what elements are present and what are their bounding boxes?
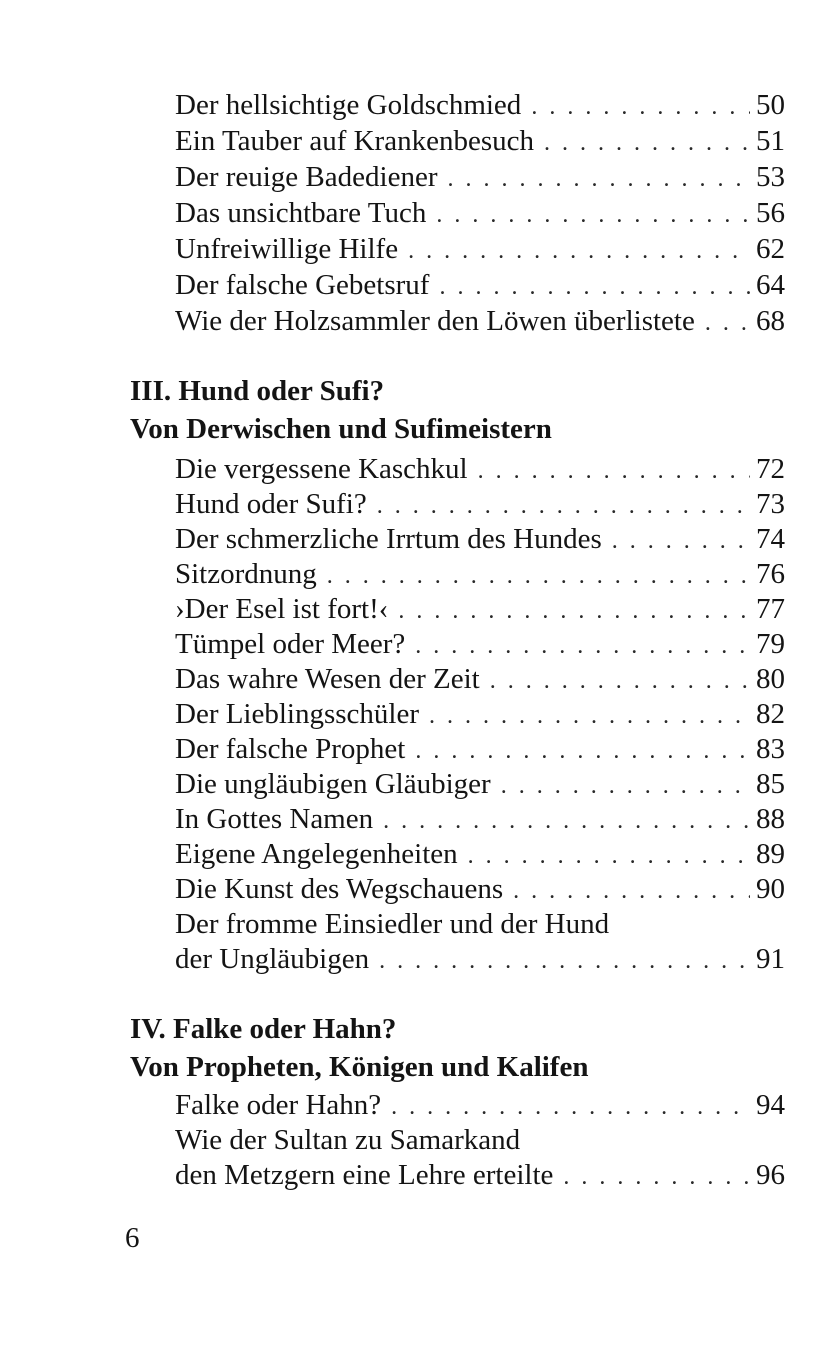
section-heading: III. Hund oder Sufi? — [130, 375, 385, 407]
toc-entry-page: 85 — [756, 768, 785, 800]
dot-leader — [501, 769, 750, 803]
toc-entry[interactable] — [175, 232, 785, 268]
toc-entry-title: Der hellsichtige Goldschmied — [175, 89, 522, 121]
toc-entry-page: 62 — [756, 233, 785, 265]
toc-entry-page: 51 — [756, 125, 785, 157]
toc-entry-title: Die ungläubigen Gläubiger — [175, 768, 491, 800]
toc-entry-page: 94 — [756, 1089, 785, 1121]
toc-entry[interactable] — [175, 196, 785, 232]
dot-leader — [563, 1160, 750, 1194]
section-subheading: Von Propheten, Königen und Kalifen — [130, 1051, 589, 1083]
dot-leader — [327, 559, 750, 593]
toc-entry-title: Unfreiwillige Hilfe — [175, 233, 399, 265]
toc-entry-title: Falke oder Hahn? — [175, 1089, 382, 1121]
dot-leader — [415, 734, 750, 768]
dot-leader — [415, 629, 750, 663]
toc-entry[interactable] — [175, 942, 785, 978]
toc-entry[interactable] — [175, 872, 785, 908]
toc-entry-page: 74 — [756, 523, 785, 555]
toc-entry-title: ›Der Esel ist fort!‹ — [175, 593, 389, 625]
dot-leader — [429, 699, 750, 733]
toc-entry-title-line2: den Metzgern eine Lehre erteilte — [175, 1159, 554, 1191]
toc-entry-title-line1[interactable]: Wie der Sultan zu Samarkand — [175, 1124, 521, 1156]
toc-entry-title: Das unsichtbare Tuch — [175, 197, 427, 229]
dot-leader — [439, 270, 750, 304]
toc-entry[interactable] — [175, 160, 785, 196]
toc-entry[interactable] — [175, 268, 785, 304]
toc-entry-title: Der schmerzliche Irrtum des Hundes — [175, 523, 602, 555]
dot-leader — [383, 804, 750, 838]
toc-entry-title: Tümpel oder Meer? — [175, 628, 406, 660]
toc-entry-page: 53 — [756, 161, 785, 193]
toc-entry[interactable] — [175, 592, 785, 628]
dot-leader — [377, 489, 750, 523]
toc-entry-title: Ein Tauber auf Krankenbesuch — [175, 125, 534, 157]
section-subheading: Von Derwischen und Sufimeistern — [130, 413, 552, 445]
toc-entry-page: 88 — [756, 803, 785, 835]
toc-entry-page: 68 — [756, 305, 785, 337]
toc-entry-title: Hund oder Sufi? — [175, 488, 367, 520]
dot-leader — [513, 874, 750, 908]
toc-entry[interactable] — [175, 1158, 785, 1194]
toc-entry[interactable] — [175, 557, 785, 593]
dot-leader — [379, 944, 750, 978]
toc-entry-title: Der falsche Prophet — [175, 733, 406, 765]
toc-entry-title: Sitzordnung — [175, 558, 317, 590]
toc-entry-page: 91 — [756, 943, 785, 975]
toc-entry-page: 72 — [756, 453, 785, 485]
toc-entry-page: 80 — [756, 663, 785, 695]
toc-entry-page: 64 — [756, 269, 785, 301]
dot-leader — [612, 524, 750, 558]
toc-entry-page: 50 — [756, 89, 785, 121]
toc-entry-page: 96 — [756, 1159, 785, 1191]
dot-leader — [531, 90, 750, 124]
dot-leader — [705, 306, 750, 340]
toc-entry-title-line1[interactable]: Der fromme Einsiedler und der Hund — [175, 908, 610, 940]
toc-entry[interactable] — [175, 767, 785, 803]
toc-entry-page: 56 — [756, 197, 785, 229]
page-number: 6 — [125, 1222, 140, 1254]
toc-entry-title-line2: der Ungläubigen — [175, 943, 370, 975]
toc-entry-page: 83 — [756, 733, 785, 765]
toc-entry-page: 73 — [756, 488, 785, 520]
toc-entry-title: Der Lieblingsschüler — [175, 698, 420, 730]
dot-leader — [544, 126, 750, 160]
toc-entry[interactable] — [175, 802, 785, 838]
toc-entry-page: 89 — [756, 838, 785, 870]
dot-leader — [447, 162, 750, 196]
toc-entry[interactable] — [175, 1088, 785, 1124]
dot-leader — [436, 198, 750, 232]
dot-leader — [468, 839, 750, 873]
toc-entry-page: 90 — [756, 873, 785, 905]
section-heading: IV. Falke oder Hahn? — [130, 1013, 397, 1045]
dot-leader — [478, 454, 750, 488]
toc-entry-page: 77 — [756, 593, 785, 625]
toc-entry-page: 79 — [756, 628, 785, 660]
toc-entry[interactable] — [175, 732, 785, 768]
toc-entry[interactable] — [175, 124, 785, 160]
dot-leader — [408, 234, 750, 268]
toc-entry[interactable] — [175, 627, 785, 663]
toc-entry[interactable] — [175, 487, 785, 523]
toc-entry[interactable] — [175, 697, 785, 733]
toc-entry[interactable] — [175, 304, 785, 340]
toc-entry-title: Die vergessene Kaschkul — [175, 453, 468, 485]
toc-entry-page: 76 — [756, 558, 785, 590]
toc-entry[interactable] — [175, 88, 785, 124]
dot-leader — [398, 594, 750, 628]
toc-entry-title: Das wahre Wesen der Zeit — [175, 663, 480, 695]
toc-entry[interactable] — [175, 452, 785, 488]
toc-entry-title: Wie der Holzsammler den Löwen überlistete — [175, 305, 695, 337]
toc-entry[interactable] — [175, 522, 785, 558]
dot-leader — [490, 664, 750, 698]
toc-entry-title: Der falsche Gebetsruf — [175, 269, 430, 301]
toc-entry-title: Der reuige Badediener — [175, 161, 438, 193]
toc-entry-page: 82 — [756, 698, 785, 730]
toc-entry-title: Eigene Angelegenheiten — [175, 838, 458, 870]
toc-entry-title: Die Kunst des Wegschauens — [175, 873, 504, 905]
toc-entry[interactable] — [175, 837, 785, 873]
toc-entry-title: In Gottes Namen — [175, 803, 374, 835]
toc-entry[interactable] — [175, 662, 785, 698]
dot-leader — [391, 1090, 750, 1124]
